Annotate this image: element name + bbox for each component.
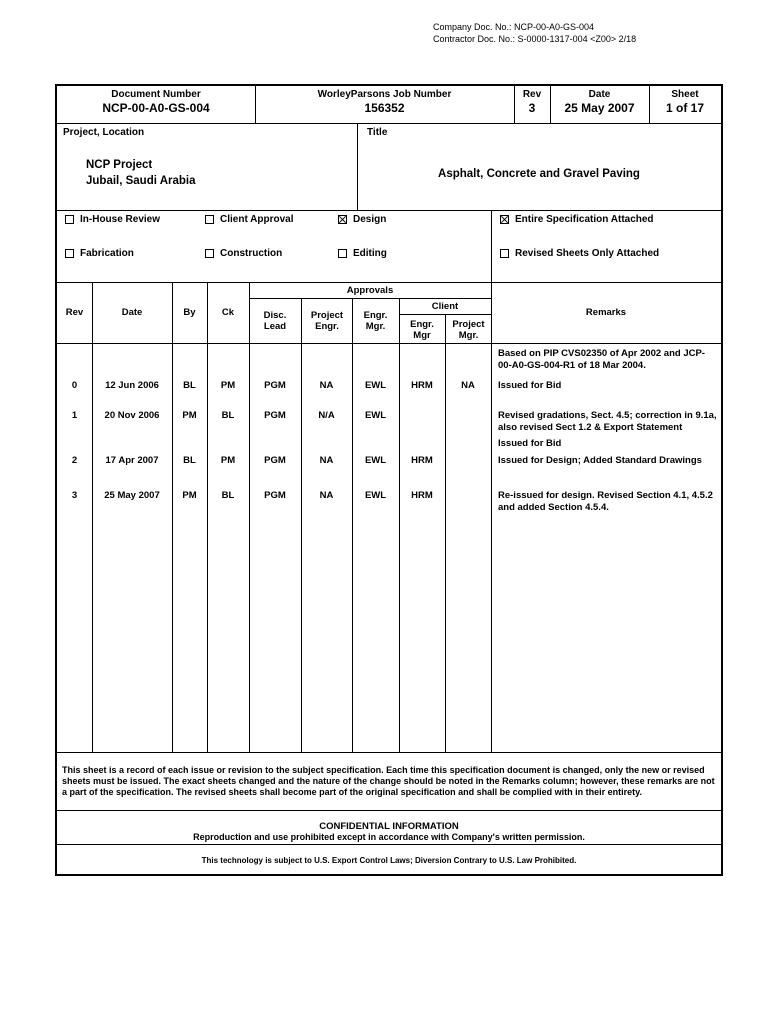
entire-spec-checkbox[interactable]	[500, 215, 509, 224]
row-engr-mgr: EWL	[364, 380, 387, 391]
row-client-engr-mgr: HRM	[411, 380, 433, 391]
construction-label: Construction	[220, 248, 283, 259]
row-ck: PM	[220, 380, 236, 391]
doc-number-label: Document Number	[111, 89, 201, 100]
row-remarks: Re-issued for design. Revised Section 4.1, 4.5.2 and added Section 4.5.4.	[498, 490, 713, 513]
row-disc-lead: PGM	[264, 490, 286, 501]
col-header-engr-mgr: Engr. Mgr.	[363, 310, 388, 332]
project-name: NCP Project	[86, 159, 153, 171]
row-date: 17 Apr 2007	[105, 455, 159, 466]
confidential-title: CONFIDENTIAL INFORMATION	[319, 821, 459, 832]
row-date: 25 May 2007	[104, 490, 160, 501]
editing-checkbox[interactable]	[338, 249, 347, 258]
row-client-engr-mgr: HRM	[411, 455, 433, 466]
project-location: Jubail, Saudi Arabia	[86, 175, 196, 187]
col-header-client-engr-mgr: Engr. Mgr	[410, 319, 434, 341]
remarks-intro: Based on PIP CVS02350 of Apr 2002 and JCP-00-A0-GS-004-R1 of 18 Mar 2004.	[498, 348, 705, 371]
date-value: 25 May 2007	[564, 101, 635, 115]
row-by: BL	[183, 380, 196, 391]
rev-value: 3	[528, 101, 536, 115]
row-engr-mgr: EWL	[364, 410, 387, 421]
row-ck: BL	[221, 490, 235, 501]
row-ck: PM	[220, 455, 236, 466]
row-disc-lead: PGM	[264, 410, 286, 421]
col-header-project-engr: Project Engr.	[310, 310, 344, 332]
row-rev: 3	[71, 490, 78, 501]
doc-number: NCP-00-A0-GS-004	[102, 101, 210, 115]
row-date: 12 Jun 2006	[105, 380, 159, 391]
col-header-client: Client	[431, 301, 459, 312]
fabrication-label: Fabrication	[80, 248, 134, 259]
row-remarks: Revised gradations, Sect. 4.5; correction in 9.1a, also revised Sect 1.2 & Export Statement	[498, 410, 717, 433]
row-project-engr: NA	[319, 455, 334, 466]
title-label: Title	[367, 127, 388, 138]
row-remarks: Issued for Design; Added Standard Drawings	[498, 455, 702, 466]
rev-label: Rev	[522, 89, 542, 100]
row-remarks: Issued for Bid	[498, 438, 562, 449]
entire-spec-label: Entire Specification Attached	[515, 214, 654, 225]
col-header-client-project-mgr: Project Mgr.	[452, 319, 485, 341]
in-house-review-checkbox[interactable]	[65, 215, 74, 224]
sheet-value: 1 of 17	[665, 101, 704, 115]
sheet-label: Sheet	[671, 89, 699, 100]
confidential-text: Reproduction and use prohibited except in accordance with Company's written permission.	[193, 832, 585, 842]
row-by: PM	[182, 410, 197, 421]
export-control-text: This technology is subject to U.S. Export Control Laws; Diversion Contrary to U.S. Law Prohibited.	[201, 856, 577, 865]
revised-sheets-label: Revised Sheets Only Attached	[515, 248, 660, 259]
design-label: Design	[353, 214, 387, 225]
editing-label: Editing	[353, 248, 387, 259]
revision-record-sheet	[55, 84, 723, 876]
revision-note: This sheet is a record of each issue or revision to the subject specification. Each time this specification document is changed, only the new or revised sheets must be issued. The exact sheets changed and the nature of the change should be noted in the Remarks column; however, these remarks are not a part of the specification. The revised sheets shall become part of the original specification and shall be complied with in their entirety.	[62, 765, 715, 797]
company-doc-number: Company Doc. No.: NCP-00-A0-GS-004	[433, 22, 595, 32]
row-project-engr: N/A	[318, 410, 335, 421]
client-approval-checkbox[interactable]	[205, 215, 214, 224]
row-by: PM	[182, 490, 197, 501]
client-approval-label: Client Approval	[220, 214, 294, 225]
construction-checkbox[interactable]	[205, 249, 214, 258]
design-checkbox[interactable]	[338, 215, 347, 224]
col-header-remarks: Remarks	[585, 307, 627, 318]
row-engr-mgr: EWL	[364, 455, 387, 466]
job-number: 156352	[364, 101, 405, 115]
row-date: 20 Nov 2006	[104, 410, 160, 421]
row-ck: BL	[221, 410, 235, 421]
col-header-rev: Rev	[65, 307, 84, 318]
col-header-date: Date	[121, 307, 143, 318]
project-location-label: Project, Location	[63, 127, 145, 138]
row-client-engr-mgr: HRM	[411, 490, 433, 501]
row-project-engr: NA	[319, 490, 334, 501]
row-remarks: Issued for Bid	[498, 380, 562, 391]
contractor-doc-number: Contractor Doc. No.: S-0000-1317-004 <Z00> 2/18	[433, 34, 637, 44]
fabrication-checkbox[interactable]	[65, 249, 74, 258]
row-client-project-mgr: NA	[461, 380, 475, 391]
col-header-ck: Ck	[221, 307, 235, 318]
document-title: Asphalt, Concrete and Gravel Paving	[438, 168, 640, 180]
col-header-disc-lead: Disc. Lead	[263, 310, 287, 332]
in-house-review-label: In-House Review	[80, 214, 161, 225]
row-rev: 0	[71, 380, 78, 391]
col-header-approvals: Approvals	[346, 285, 394, 296]
row-rev: 2	[71, 455, 78, 466]
row-by: BL	[183, 455, 196, 466]
row-disc-lead: PGM	[264, 455, 286, 466]
row-project-engr: NA	[319, 380, 334, 391]
revised-sheets-checkbox[interactable]	[500, 249, 509, 258]
date-label: Date	[588, 89, 611, 100]
row-disc-lead: PGM	[264, 380, 286, 391]
row-rev: 1	[71, 410, 78, 421]
row-engr-mgr: EWL	[364, 490, 387, 501]
col-header-by: By	[183, 307, 196, 318]
job-number-label: WorleyParsons Job Number	[317, 89, 452, 100]
